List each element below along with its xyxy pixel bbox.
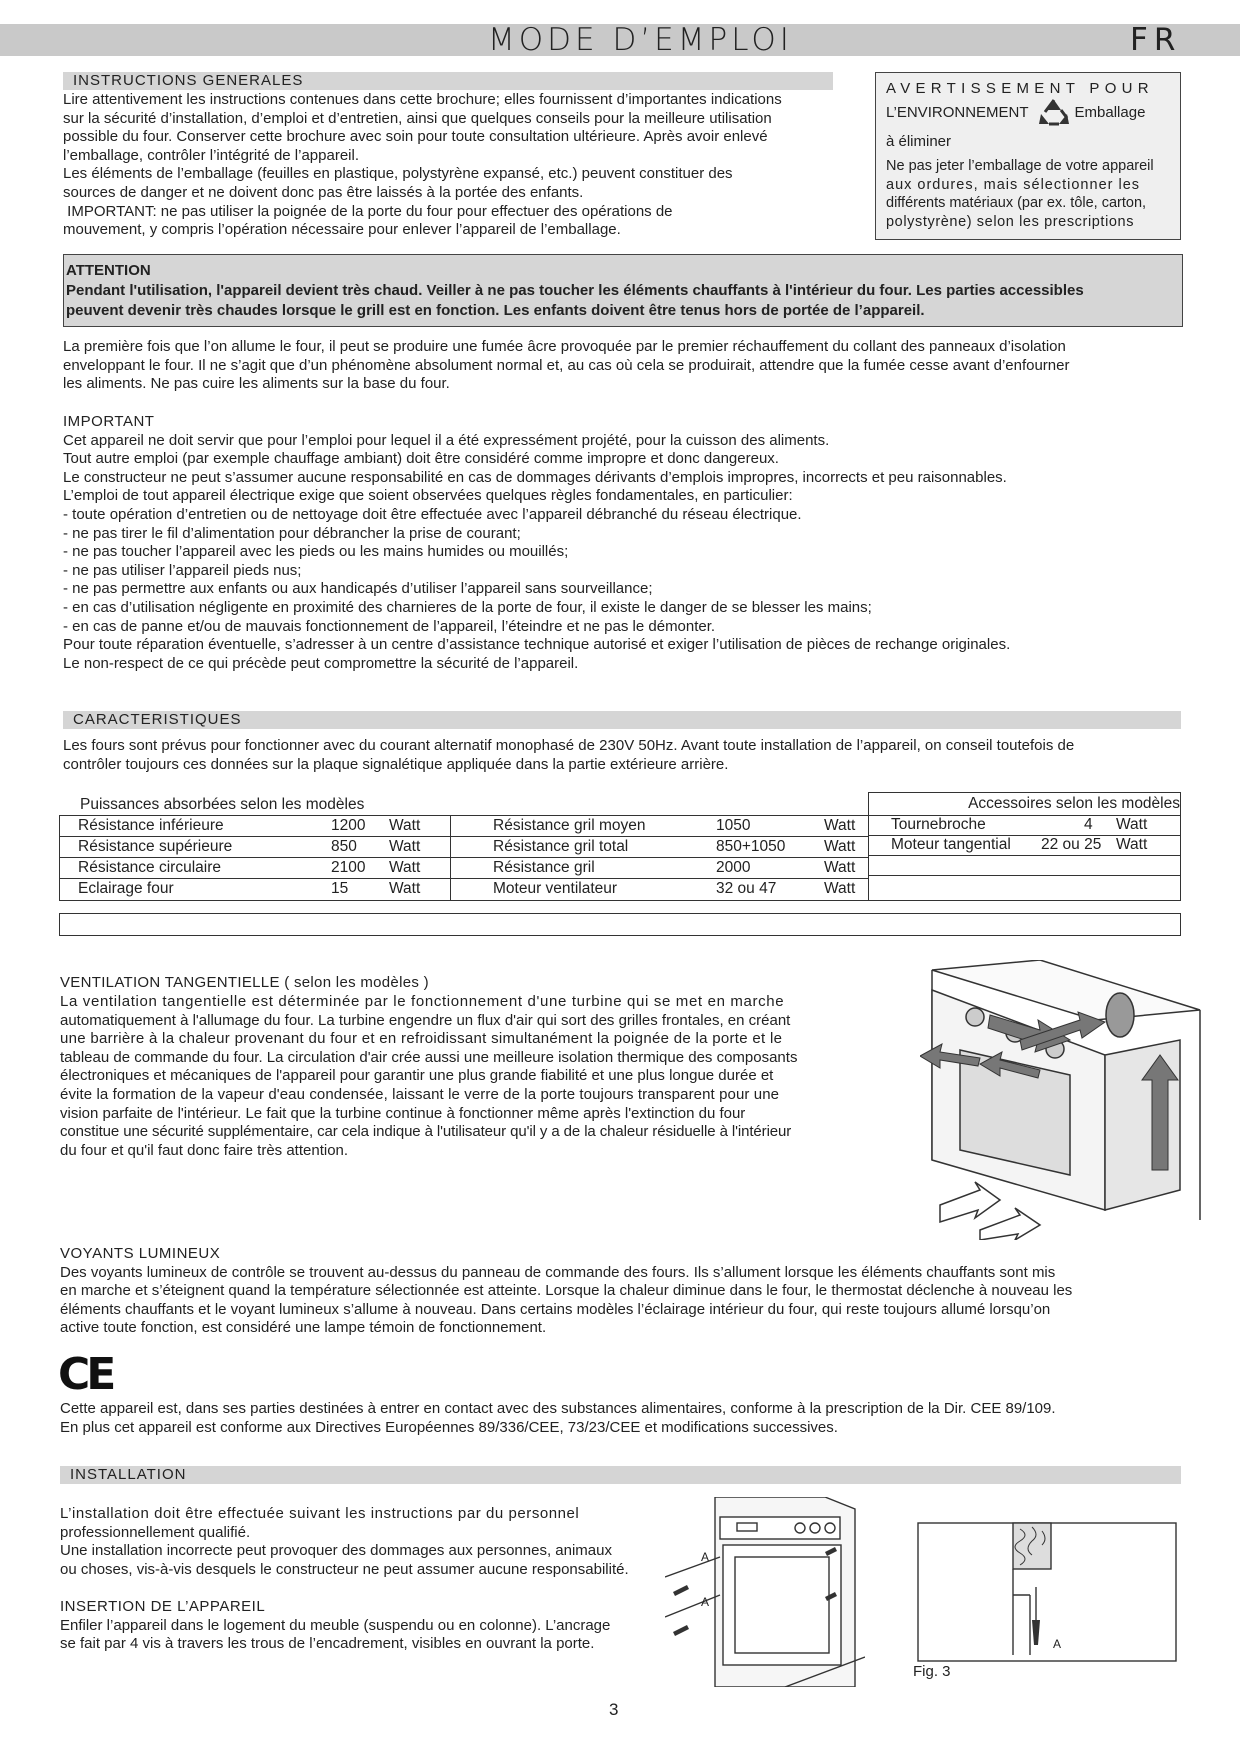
ventilation-heading: VENTILATION TANGENTIELLE ( selon les modèles ): [60, 974, 429, 991]
text-line: Des voyants lumineux de contrôle se trouvent au-dessus du panneau de commande des fours. Ils s’allument lorsque les éléments chauffants sont mis: [60, 1263, 1056, 1281]
table-cell: Résistance gril: [493, 859, 595, 876]
text-line: La première fois que l’on allume le four, il peut se produire une fumée âcre provoquée par le premier réchauffement du collant des panneaux d’isolation: [63, 338, 1066, 355]
text-line: une barrière à la chaleur provenant du four et en refroidissant simultanément la poignée de la porte et le: [60, 1030, 783, 1048]
table-cell: Résistance inférieure: [78, 817, 224, 834]
text-line: enveloppant le four. Il ne s’agit que d’un phénomène absolument normal et, au cas où cela se produirait, attendre que la fumée cesse avant d’enfourner: [63, 356, 1070, 374]
accessory-name: Moteur tangential: [891, 836, 1011, 853]
table-cell: Watt: [389, 838, 421, 855]
text-line: mouvement, y compris l’opération nécessaire pour enlever l’appareil de l’emballage.: [63, 221, 621, 239]
text-line: Ne pas jeter l’emballage de votre appareil: [886, 158, 1154, 174]
text-line: sur la sécurité d’installation, d’emploi et d’entretien, ainsi que quelques conseils pour la meilleure utilisation: [63, 109, 772, 127]
table-cell: Watt: [824, 859, 856, 876]
text-line: L’installation doit être effectuée suivant les instructions par du personnel: [60, 1505, 580, 1522]
table-cell: Résistance circulaire: [78, 859, 221, 876]
text-line: L’emploi de tout appareil électrique exige que soient observées quelques règles fondamentales, en particulier:: [63, 487, 793, 505]
characteristics-text: [63, 737, 1193, 774]
table-row: [60, 858, 868, 879]
accessory-unit: Watt: [1116, 836, 1148, 853]
table-cell: Moteur ventilateur: [493, 880, 618, 897]
text-line: - toute opération d’entretien ou de nettoyage doit être effectuée avec l’appareil débranché du réseau électrique.: [63, 505, 802, 523]
table-cell: Eclairage four: [78, 880, 174, 897]
table-cell: Résistance gril total: [493, 838, 629, 855]
text-line: l’emballage, contrôler l’intégrité de l’appareil.: [63, 146, 359, 164]
text-line: Enfiler l’appareil dans le logement du meuble (suspendu ou en colonne). L’ancrage: [60, 1616, 611, 1634]
installation-text: [60, 1505, 660, 1579]
text-line: polystyrène) selon les prescriptions: [886, 213, 1135, 230]
lights-section: [60, 1245, 1190, 1338]
text-line: sources de danger et ne doivent donc pas être laissés à la portée des enfants.: [63, 183, 584, 201]
text-line: - en cas de panne et/ou de mauvais fonctionnement de l’appareil, l’éteindre et ne pas le démonter.: [63, 617, 716, 635]
text-line: active toute fonction, est considéré une lampe témoin de fonctionnement.: [60, 1319, 547, 1337]
screw-label-a: A: [1053, 1637, 1062, 1651]
table-cell: Watt: [824, 880, 856, 897]
environment-title-row: [886, 98, 1170, 126]
table-cell: 2000: [716, 859, 751, 876]
text-line: Cet appareil ne doit servir que pour l’emploi pour lequel il a été expressément projété, pour la cuisson des aliments.: [63, 431, 830, 449]
text-line: évite la formation de la vapeur d'eau condensée, laissant le verre de la porte toujours transparent pour une: [60, 1085, 780, 1103]
table-cell: 15: [331, 880, 349, 897]
accessory-value: 22 ou 25: [1041, 836, 1102, 853]
attention-box: [63, 254, 1183, 327]
text-line: peuvent devenir très chaudes lorsque le grill est en fonction. Les enfants doivent être tenus hors de portée de l’appareil.: [66, 302, 925, 319]
text-line: tableau de commande du four. La circulation d'air crée aussi une meilleure isolation thermique des composants: [60, 1048, 798, 1066]
text-line: du four et qu'il faut donc faire très attention.: [60, 1141, 349, 1159]
screw-label-a: A: [701, 1595, 710, 1609]
disposal-label: à éliminer: [886, 133, 952, 150]
table-cell: Résistance gril moyen: [493, 817, 646, 834]
table-cell: Watt: [389, 817, 421, 834]
table-row: [60, 816, 868, 837]
empty-table-frame: [59, 913, 1181, 936]
text-line: Cette appareil est, dans ses parties destinées à entrer en contact avec des substances alimentaires, conforme à la prescription de la Dir. CEE 89/109.: [60, 1400, 1056, 1417]
lights-heading: VOYANTS LUMINEUX: [60, 1245, 221, 1262]
table-cell: 1050: [716, 817, 751, 834]
table-cell: 850+1050: [716, 838, 786, 855]
text-line: contrôler toujours ces données sur la plaque signalétique appliquée dans la partie extérieure arrière.: [63, 755, 729, 773]
power-table: [59, 815, 869, 901]
text-line: différents matériaux (par ex. tôle, carton,: [886, 195, 1147, 211]
environment-title: AVERTISSEMENT POUR: [886, 80, 1154, 97]
ce-mark: CE: [58, 1349, 113, 1400]
text-line: Une installation incorrecte peut provoquer des dommages aux personnes, animaux: [60, 1542, 612, 1560]
important-heading: IMPORTANT: [63, 413, 155, 430]
page-number: 3: [609, 1700, 619, 1719]
text-line: La ventilation tangentielle est déterminée par le fonctionnement d'une turbine qui se met en marche: [60, 993, 785, 1010]
language-code: FR: [1130, 22, 1182, 58]
cabinet-detail-illustration: [910, 1515, 1180, 1675]
table-row: [60, 837, 868, 858]
first-use-text: [63, 338, 1193, 394]
text-line: - en cas d’utilisation négligente en proximité des charnieres de la porte de four, il existe le danger de se blesser les mains;: [63, 598, 872, 616]
text-line: Le constructeur ne peut s’assumer aucune responsabilité en cas de dommages dérivants d’emplois impropres, incorrects et peu raisonnables.: [63, 468, 1007, 486]
power-table-header: Puissances absorbées selon les modèles: [80, 796, 365, 813]
table-cell: Résistance supérieure: [78, 838, 233, 855]
accessories-table-header: Accessoires selon les modèles: [968, 795, 1180, 812]
text-line: les aliments. Ne pas cuire les aliments sur la base du four.: [63, 375, 450, 393]
table-cell: 850: [331, 838, 357, 855]
text-line: Les éléments de l’emballage (feuilles en plastique, polystyrène expansé, etc.) peuvent constituer des: [63, 165, 733, 183]
packaging-label: Emballage: [1074, 103, 1146, 121]
accessory-name: Tournebroche: [891, 816, 986, 833]
text-line: en marche et s’éteignent quand la température sélectionnée est atteinte. Lorsque la chaleur diminue dans le four, le thermostat déclenche à nouveau les: [60, 1282, 1073, 1300]
text-line: Pendant l'utilisation, l'appareil devient très chaud. Veiller à ne pas toucher les éléments chauffants à l'intérieur du four. Les parties accessibles: [66, 282, 1084, 299]
power-table-rows: [60, 816, 868, 899]
ventilation-illustration: [920, 960, 1210, 1240]
text-line: - ne pas utiliser l’appareil pieds nus;: [63, 561, 302, 579]
text-line: Lire attentivement les instructions contenues dans cette brochure; elles fournissent d’importantes indications: [63, 91, 782, 108]
text-line: éléments chauffants et le voyant lumineux s’allume à nouveau. Dans certains modèles l’éclairage intérieur du four, qui reste toujours allumé lorsqu’on: [60, 1300, 1051, 1318]
environment-subtitle: L’ENVIRONNEMENT: [886, 103, 1029, 121]
text-line: Tout autre emploi (par exemple chauffage ambiant) doit être considéré comme impropre et donc dangereux.: [63, 450, 779, 468]
table-cell: Watt: [389, 880, 421, 897]
row-divider: [869, 875, 1180, 876]
table-row: [60, 879, 868, 900]
ventilation-text: [60, 993, 910, 1160]
insertion-section: [60, 1598, 660, 1654]
environment-text: [886, 157, 1170, 231]
text-line: électroniques et mécaniques de l'appareil pour garantir une plus grande fiabilité et une plus longue durée et: [60, 1067, 774, 1085]
table-cell: Watt: [824, 817, 856, 834]
text-line: se fait par 4 vis à travers les trous de l’encadrement, visibles en ouvrant la porte.: [60, 1635, 595, 1653]
screw-label-a: A: [701, 1550, 710, 1564]
text-line: professionnellement qualifié.: [60, 1523, 251, 1541]
text-line: automatiquement à l'allumage du four. La turbine engendre un flux d'air qui sort des grilles frontales, en créant: [60, 1011, 791, 1029]
recycle-icon: [1037, 98, 1071, 126]
accessory-value: 4: [1084, 816, 1093, 833]
text-line: IMPORTANT: ne pas utiliser la poignée de la porte du four pour effectuer des opérations de: [63, 202, 673, 220]
insertion-heading: INSERTION DE L’APPAREIL: [60, 1598, 266, 1615]
page-title: MODE D’EMPLOI: [488, 22, 793, 58]
section-heading-general: INSTRUCTIONS GENERALES: [63, 72, 833, 90]
text-line: En plus cet appareil est conforme aux Directives Européennes 89/336/CEE, 73/23/CEE et modifications successives.: [60, 1418, 838, 1436]
general-text: [63, 91, 843, 240]
figure-caption: Fig. 3: [913, 1663, 951, 1680]
text-line: Les fours sont prévus pour fonctionner avec du courant alternatif monophasé de 230V 50Hz. Avant toute installation de l’appareil, on conseil toutefois de: [63, 737, 1075, 754]
table-cell: 1200: [331, 817, 366, 834]
text-line: Pour toute réparation éventuelle, s’adresser à un centre d’assistance technique autorisé et exiger l’utilisation de pièces de rechange originales.: [63, 636, 1011, 654]
text-line: - ne pas toucher l’appareil avec les pieds ou les mains humides ou mouillés;: [63, 543, 569, 561]
oven-installation-illustration: [665, 1497, 865, 1687]
accessory-unit: Watt: [1116, 816, 1148, 833]
text-line: constitue une sécurité supplémentaire, car cela indique à l'utilisateur qu'il y a de la chaleur résiduelle à l'intérieur: [60, 1123, 792, 1141]
text-line: vision parfaite de l'intérieur. Le fait que la turbine continue à fonctionner même après l'extinction du four: [60, 1104, 746, 1122]
table-cell: 32 ou 47: [716, 880, 777, 897]
text-line: possible du four. Conserver cette brochure avec soin pour toute consultation ultérieure. Après avoir enlevé: [63, 128, 768, 146]
text-line: aux ordures, mais sélectionner les: [886, 176, 1141, 193]
table-cell: Watt: [824, 838, 856, 855]
section-heading-installation: INSTALLATION: [60, 1466, 1181, 1484]
text-line: Le non-respect de ce qui précède peut compromettre la sécurité de l’appareil.: [63, 654, 579, 672]
section-heading-characteristics: CARACTERISTIQUES: [63, 711, 1181, 729]
attention-title: ATTENTION: [66, 262, 151, 279]
text-line: - ne pas tirer le fil d’alimentation pour débrancher la prise de courant;: [63, 524, 521, 542]
ce-text: [60, 1400, 1200, 1437]
text-line: ou choses, vis-à-vis desquels le constructeur ne peut assumer aucune responsabilité.: [60, 1560, 629, 1578]
table-cell: 2100: [331, 859, 366, 876]
accessories-table: [868, 792, 1181, 901]
row-divider: [869, 855, 1180, 856]
important-section: [63, 413, 1193, 673]
text-line: - ne pas permettre aux enfants ou aux handicapés d’utiliser l’appareil sans sourveillance;: [63, 580, 653, 598]
environment-notice: [875, 72, 1181, 240]
table-cell: Watt: [389, 859, 421, 876]
